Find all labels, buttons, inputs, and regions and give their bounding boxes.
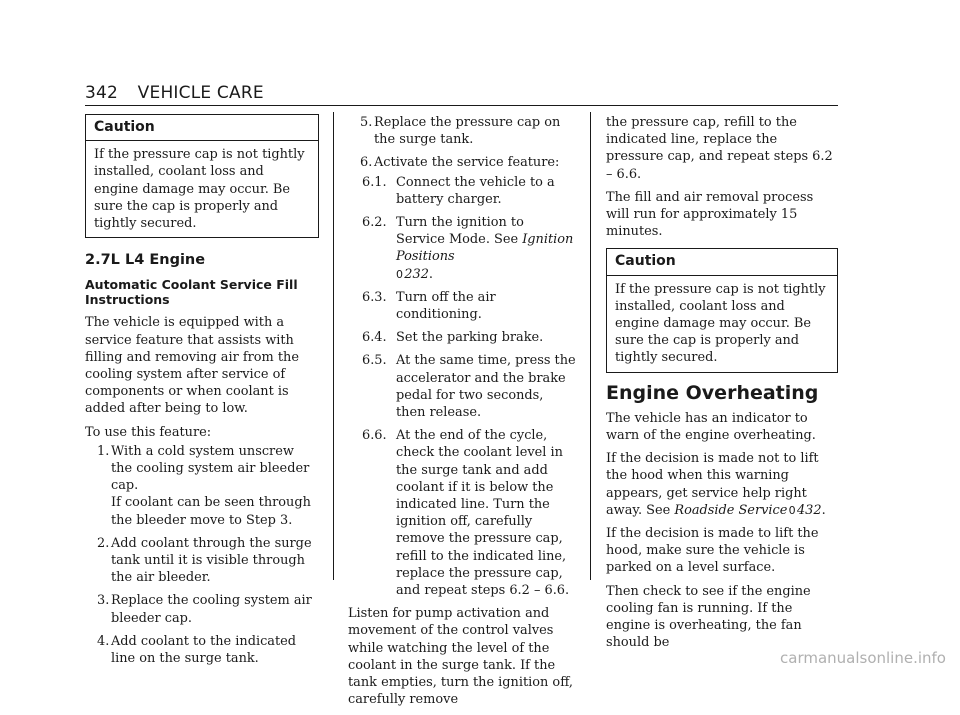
to-use-text: To use this feature: (85, 424, 212, 440)
substep-body: Turn the ignition to Service Mode. See (396, 215, 524, 248)
step-text: With a cold system unscrew the cooling system air bleeder cap. (111, 443, 310, 494)
list-item (348, 427, 576, 599)
list-item (85, 443, 319, 529)
header-rule (85, 105, 838, 106)
caution-box (606, 248, 838, 372)
caution-title: Caution (607, 249, 837, 275)
substep-text (396, 214, 576, 283)
continued-paragraph: the pressure cap, refill to the indicated line, replace the pressure cap, and repeat steps 6.2 – 6.6. (606, 115, 833, 182)
substep-text: At the same time, press the accelerator and the brake pedal for two seconds, then release. (396, 353, 576, 421)
page-ref-number[interactable]: 432 (796, 502, 822, 518)
substep-text: Turn off the air conditioning. (396, 289, 496, 323)
substep-number: 6.1. (362, 174, 387, 190)
page-ref-number[interactable]: 232 (404, 266, 429, 282)
step-text: Activate the service feature: (374, 155, 560, 171)
caution-box (85, 114, 319, 238)
ignition-positions-link[interactable]: Ignition Positions (396, 232, 574, 265)
column-3 (606, 114, 838, 657)
step-text: Add coolant to the indicated line on the surge tank. (111, 633, 297, 667)
page-number: 342 (85, 83, 119, 103)
step-number: 4. (97, 633, 110, 649)
list-item (348, 214, 576, 283)
period: . (428, 266, 434, 282)
list-item (348, 352, 576, 421)
paragraph-body: If the decision is made not to lift the hood when this warning appears, get service help right away. See (606, 451, 819, 518)
substep-number: 6.6. (362, 428, 387, 444)
column-2 (348, 114, 576, 715)
caution-title: Caution (86, 115, 318, 141)
list-item (348, 114, 576, 148)
step-number: 2. (97, 535, 110, 551)
column-divider-1 (333, 112, 334, 580)
period: . (821, 502, 826, 518)
step-number: 1. (97, 443, 110, 459)
substep-number: 6.4. (362, 330, 387, 346)
substep-number: 6.5. (362, 353, 387, 369)
fill-paragraph: The fill and air removal process will run for approximately 15 minutes. (606, 189, 814, 240)
substep-number: 6.3. (362, 289, 387, 305)
list-item (85, 633, 319, 667)
overheating-heading: Engine Overheating (606, 381, 819, 404)
listen-paragraph: Listen for pump activation and movement of the control valves while watching the level of the coolant in the surge tank. If the tank empties, turn the ignition off, carefully remove (348, 606, 573, 708)
substep-text: Set the parking brake. (396, 330, 544, 346)
paragraph-cooling-fan: Then check to see if the engine cooling fan is running. If the engine is overheating, the fan should be (606, 583, 811, 651)
intro-paragraph: The vehicle is equipped with a service feature that assists with filling and removing air from the cooling system after service of components or when coolant is added after being to low. (85, 315, 299, 417)
page-header (85, 83, 264, 103)
list-item (85, 535, 319, 587)
paragraph-indicator: The vehicle has an indicator to warn of the engine overheating. (606, 410, 816, 444)
engine-heading: 2.7L L4 Engine (85, 252, 206, 269)
step-text: Replace the cooling system air bleeder cap. (111, 593, 312, 626)
page-reference-icon: 0 (788, 503, 796, 517)
list-item (348, 289, 576, 323)
caution-text: If the pressure cap is not tightly installed, coolant loss and engine damage may occur. Be sure the cap is properly and tightly secured. (94, 147, 305, 232)
roadside-service-link[interactable]: Roadside Service (674, 502, 788, 518)
step-number: 5. (360, 115, 373, 130)
service-fill-subheading: Automatic Coolant Service Fill Instructions (85, 277, 298, 308)
list-item (85, 592, 319, 626)
column-1 (85, 114, 319, 673)
substep-text: At the end of the cycle, check the coolant level in the surge tank and add coolant if it is below the indicated line. Turn the ignition off, carefully remove the pressure cap, refill to the indicated line, replace the pressure cap, and repeat steps 6.2 – 6.6. (396, 428, 570, 599)
caution-text: If the pressure cap is not tightly installed, coolant loss and engine damage may occur. Be sure the cap is properly and tightly secured. (615, 281, 826, 366)
step-number: 3. (97, 593, 110, 609)
column-divider-2 (590, 112, 591, 580)
paragraph-roadside (606, 450, 838, 519)
step-extra: If coolant can be seen through the bleeder move to Step 3. (111, 495, 311, 528)
section-title: VEHICLE CARE (137, 83, 264, 103)
list-item (348, 174, 576, 208)
list-item (348, 154, 576, 171)
page-reference-icon: 0 (396, 267, 403, 281)
watermark: carmanualsonline.info (780, 649, 946, 667)
substep-text: Connect the vehicle to a battery charger. (396, 174, 555, 207)
step-text: Replace the pressure cap on the surge tank. (374, 115, 561, 148)
paragraph-lift-hood: If the decision is made to lift the hood, make sure the vehicle is parked on a level surface. (606, 526, 819, 576)
substep-number: 6.2. (362, 215, 387, 231)
step-text: Add coolant through the surge tank until it is visible through the air bleeder. (111, 535, 312, 586)
step-number: 6. (360, 155, 373, 171)
list-item (348, 329, 576, 346)
